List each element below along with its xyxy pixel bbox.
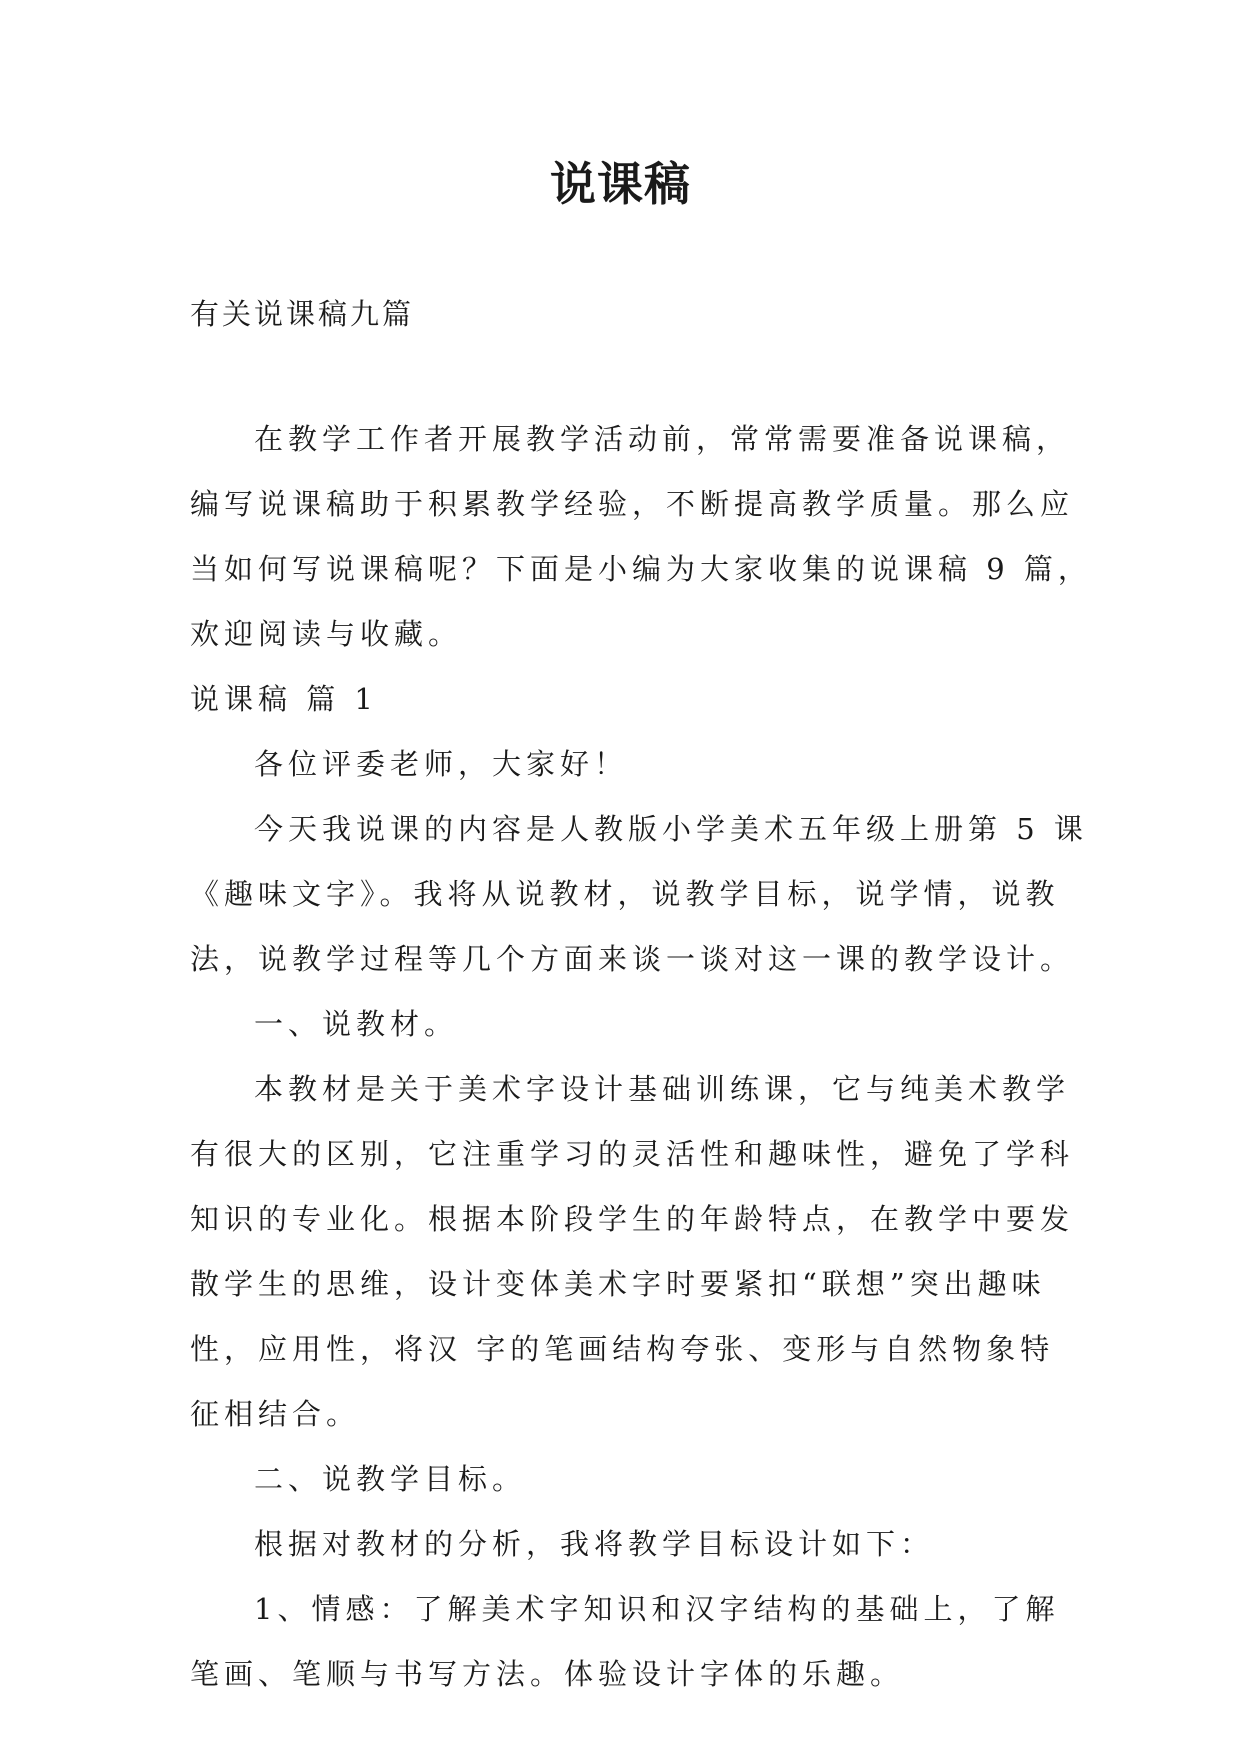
paragraph-line: 知识的专业化。根据本阶段学生的年龄特点，在教学中要发: [190, 1202, 1075, 1236]
paragraph-line: 编写说课稿助于积累教学经验，不断提高教学质量。那么应: [190, 487, 1075, 521]
section-heading: 二、说教学目标。: [254, 1462, 527, 1496]
paragraph-line: 散学生的思维，设计变体美术字时要紧扣“联想”突出趣味: [190, 1267, 1046, 1301]
paragraph-line: 笔画、笔顺与书写方法。体验设计字体的乐趣。: [190, 1657, 905, 1691]
paragraph-line: 性，应用性，将汉 字的笔画结构夸张、变形与自然物象特: [190, 1332, 1055, 1366]
section-heading: 一、说教材。: [254, 1007, 459, 1041]
document-subtitle: 有关说课稿九篇: [190, 297, 415, 331]
paragraph-line: 《趣味文字》。我将从说教材，说教学目标，说学情，说教: [190, 877, 1060, 911]
paragraph-line: 今天我说课的内容是人教版小学美术五年级上册第 5 课: [254, 812, 1088, 846]
paragraph-line: 有很大的区别，它注重学习的灵活性和趣味性，避免了学科: [190, 1137, 1075, 1171]
paragraph-line: 各位评委老师，大家好！: [254, 747, 629, 781]
paragraph-line: 在教学工作者开展教学活动前，常常需要准备说课稿，: [254, 422, 1071, 456]
paragraph-line: 征相结合。: [190, 1397, 361, 1431]
paragraph-line: 本教材是关于美术字设计基础训练课，它与纯美术教学: [254, 1072, 1071, 1106]
paragraph-line: 当如何写说课稿呢？下面是小编为大家收集的说课稿 9 篇，: [190, 552, 1092, 586]
paragraph-line: 1、情感：了解美术字知识和汉字结构的基础上，了解: [254, 1592, 1060, 1626]
document-title: 说课稿: [550, 157, 691, 211]
section-heading: 说课稿 篇 1: [190, 682, 378, 716]
paragraph-line: 法，说教学过程等几个方面来谈一谈对这一课的教学设计。: [190, 942, 1075, 976]
document-body: [190, 407, 1092, 1707]
paragraph-line: 欢迎阅读与收藏。: [190, 617, 463, 651]
paragraph-line: 根据对教材的分析，我将教学目标设计如下：: [254, 1527, 935, 1561]
